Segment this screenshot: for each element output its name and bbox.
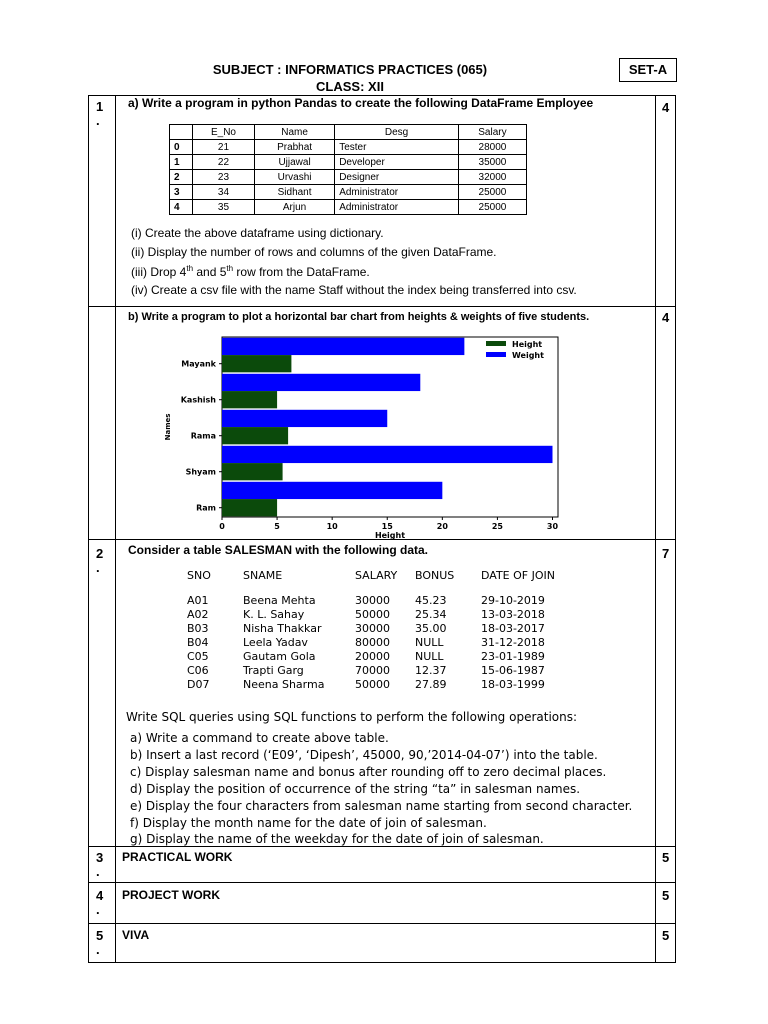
q1a-task-3: (iii) Drop 4th and 5th row from the DataFrame. (131, 264, 370, 279)
table-header-cell: Desg (335, 125, 459, 140)
table-row (183, 593, 559, 607)
table-cell: 4 (170, 200, 193, 215)
x-tick-label: 30 (546, 522, 559, 531)
x-tick-label: 20 (436, 522, 448, 531)
category-label: Mayank (181, 359, 216, 369)
bar-height-ram (222, 499, 277, 516)
table-cell: Neena Sharma (243, 677, 325, 691)
table-cell: 32000 (458, 170, 526, 185)
q1a-title: a) Write a program in python Pandas to create the following DataFrame Employee (128, 96, 594, 110)
table-cell: NULL (415, 649, 444, 663)
table-header-cell: Name (254, 125, 334, 140)
x-tick-label: 10 (326, 522, 338, 531)
table-cell: Prabhat (254, 140, 334, 155)
table-cell: D07 (187, 677, 210, 691)
table-cell: Trapti Garg (243, 663, 304, 677)
table-header-cell: SNO (187, 568, 211, 582)
table-header-cell: SNAME (243, 568, 283, 582)
table-header-cell: Salary (458, 125, 526, 140)
y-axis-label: Names (164, 413, 172, 441)
table-cell: 2 (170, 170, 193, 185)
legend-swatch-height (486, 341, 506, 346)
question-number-5: 5 . (96, 928, 104, 957)
salesman-table (183, 565, 559, 691)
table-cell: B03 (187, 621, 209, 635)
table-cell: C05 (187, 649, 209, 663)
table-cell: 34 (193, 185, 255, 200)
q3-marks: 5 (662, 850, 670, 865)
table-cell: Ujjawal (254, 155, 334, 170)
table-cell: 21 (193, 140, 255, 155)
table-row (183, 607, 559, 621)
table-row (183, 649, 559, 663)
question-number-4: 4 . (96, 888, 104, 917)
q1a-task-1: (i) Create the above dataframe using dictionary. (131, 226, 384, 240)
bar-weight-ram (222, 482, 442, 499)
table-cell: Administrator (335, 200, 459, 215)
table-cell: 30000 (355, 593, 390, 607)
bar-height-rama (222, 427, 288, 444)
table-cell: Beena Mehta (243, 593, 316, 607)
table-row (170, 170, 527, 185)
x-axis-label: Height (374, 531, 406, 540)
q2-marks: 7 (662, 546, 670, 561)
table-cell: 20000 (355, 649, 390, 663)
table-cell: 27.89 (415, 677, 447, 691)
table-cell: Sidhant (254, 185, 334, 200)
q2-title: Consider a table SALESMAN with the following data. (128, 543, 429, 557)
q1a-marks: 4 (662, 100, 670, 115)
table-row (183, 635, 559, 649)
q2-instruction: Write SQL queries using SQL functions to perform the following operations: (126, 710, 578, 724)
table-cell: 70000 (355, 663, 390, 677)
height-weight-bar-chart (160, 325, 600, 543)
table-cell: Developer (335, 155, 459, 170)
table-cell: 12.37 (415, 663, 447, 677)
q4-title: PROJECT WORK (122, 888, 221, 902)
bar-weight-shyam (222, 446, 552, 463)
q2-task-c: c) Display salesman name and bonus after rounding off to zero decimal places. (130, 765, 607, 779)
table-cell: 50000 (355, 607, 390, 621)
table-row (170, 185, 527, 200)
subject-title: SUBJECT : INFORMATICS PRACTICES (065) (212, 62, 488, 77)
table-cell: 25000 (458, 185, 526, 200)
table-cell: 3 (170, 185, 193, 200)
category-label: Kashish (180, 395, 216, 405)
x-tick-label: 0 (219, 522, 225, 531)
table-cell: 15-06-1987 (481, 663, 545, 677)
employee-dataframe-table (169, 124, 527, 215)
table-cell: 18-03-2017 (481, 621, 545, 635)
legend-swatch-weight (486, 352, 506, 357)
q2-task-b: b) Insert a last record (‘E09’, ‘Dipesh’, 45000, 90,’2014-04-07’) into the table. (130, 748, 598, 762)
table-header-cell (170, 125, 193, 140)
number-column-divider (115, 95, 116, 963)
category-label: Ram (196, 503, 216, 513)
table-cell: 25.34 (415, 607, 447, 621)
table-cell: 18-03-1999 (481, 677, 545, 691)
class-title: CLASS: XII (316, 79, 384, 94)
table-cell: K. L. Sahay (243, 607, 305, 621)
q1a-task-4: (iv) Create a csv file with the name Staff without the index being transferred into csv. (131, 283, 577, 297)
chart-root (164, 337, 558, 540)
bar-height-kashish (222, 391, 277, 408)
table-cell: 31-12-2018 (481, 635, 545, 649)
category-label: Shyam (185, 467, 216, 477)
table-cell: 13-03-2018 (481, 607, 545, 621)
table-cell: Leela Yadav (243, 635, 308, 649)
question-number-3: 3 . (96, 850, 104, 879)
q2-task-a: a) Write a command to create above table. (130, 731, 389, 745)
q5-marks: 5 (662, 928, 670, 943)
table-cell: A02 (187, 607, 209, 621)
table-cell: 22 (193, 155, 255, 170)
bar-height-mayank (222, 355, 291, 372)
table-header-cell: E_No (193, 125, 255, 140)
table-row (183, 621, 559, 635)
bar-weight-kashish (222, 374, 420, 391)
q1b-marks: 4 (662, 310, 670, 325)
table-cell: Administrator (335, 185, 459, 200)
table-cell: 0 (170, 140, 193, 155)
table-cell: Arjun (254, 200, 334, 215)
table-cell: Tester (335, 140, 459, 155)
table-row (170, 155, 527, 170)
table-cell: B04 (187, 635, 209, 649)
table-header-cell: DATE OF JOIN (481, 568, 555, 582)
table-cell: 35000 (458, 155, 526, 170)
table-header-row (183, 565, 559, 585)
table-cell: 23-01-1989 (481, 649, 545, 663)
table-cell: 50000 (355, 677, 390, 691)
table-cell: 45.23 (415, 593, 447, 607)
table-cell: 23 (193, 170, 255, 185)
q1a-task-2: (ii) Display the number of rows and columns of the given DataFrame. (131, 245, 497, 259)
x-tick-label: 25 (491, 522, 503, 531)
table-cell: 25000 (458, 200, 526, 215)
q4-marks: 5 (662, 888, 670, 903)
table-cell: NULL (415, 635, 444, 649)
bar-weight-mayank (222, 338, 464, 355)
table-row (170, 200, 527, 215)
table-cell: Designer (335, 170, 459, 185)
table-header-cell: SALARY (355, 568, 398, 582)
table-cell: 30000 (355, 621, 390, 635)
table-cell: Gautam Gola (243, 649, 316, 663)
q2-task-f: f) Display the month name for the date of join of salesman. (130, 816, 487, 830)
q2-task-e: e) Display the four characters from salesman name starting from second character. (130, 799, 633, 813)
table-header-cell: BONUS (415, 568, 455, 582)
row-divider-2 (88, 846, 676, 847)
table-cell: 1 (170, 155, 193, 170)
set-label: SET-A (619, 58, 677, 82)
table-header-row (170, 125, 527, 140)
table-cell: 28000 (458, 140, 526, 155)
table-cell: Urvashi (254, 170, 334, 185)
table-cell: 80000 (355, 635, 390, 649)
table-cell: A01 (187, 593, 209, 607)
table-cell: 35.00 (415, 621, 447, 635)
table-cell: 35 (193, 200, 255, 215)
x-tick-label: 5 (274, 522, 280, 531)
table-row (183, 677, 559, 691)
q3-title: PRACTICAL WORK (122, 850, 233, 864)
q5-title: VIVA (122, 928, 150, 942)
q2-task-d: d) Display the position of occurrence of the string “ta” in salesman names. (130, 782, 581, 796)
row-divider-1a (88, 306, 676, 307)
q1b-title: b) Write a program to plot a horizontal bar chart from heights & weights of five students. (128, 311, 590, 323)
legend-label-height: Height (512, 340, 543, 349)
bar-height-shyam (222, 463, 283, 480)
legend-label-weight: Weight (512, 351, 544, 360)
question-number-1: 1 . (96, 99, 104, 128)
row-divider-4 (88, 923, 676, 924)
row-divider-3 (88, 882, 676, 883)
table-row (183, 663, 559, 677)
question-number-2: 2 . (96, 546, 104, 575)
category-label: Rama (190, 431, 216, 441)
x-tick-label: 15 (381, 522, 393, 531)
q2-task-g: g) Display the name of the weekday for the date of join of salesman. (130, 832, 544, 846)
marks-column-divider (655, 95, 656, 963)
table-cell: C06 (187, 663, 209, 677)
table-cell: 29-10-2019 (481, 593, 545, 607)
bar-weight-rama (222, 410, 387, 427)
table-row (170, 140, 527, 155)
table-cell: Nisha Thakkar (243, 621, 322, 635)
